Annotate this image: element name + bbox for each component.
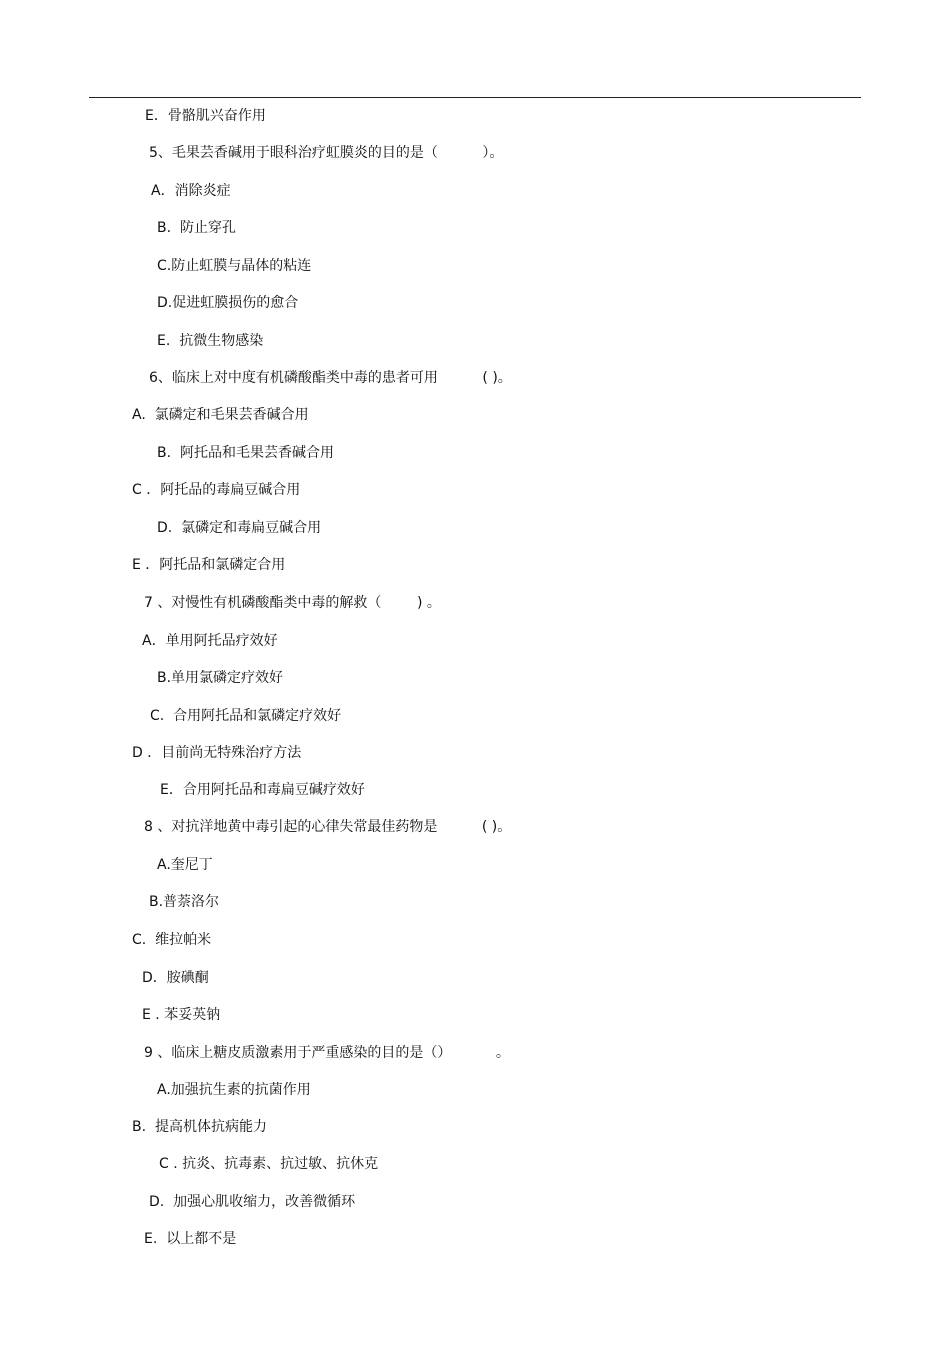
option-9c: C . 抗炎、抗毒素、抗过敏、抗休克 — [159, 1156, 379, 1172]
option-5c: C.防止虹膜与晶体的粘连 — [157, 258, 312, 274]
option-6e: E ．阿托品和氯磷定合用 — [132, 557, 286, 573]
option-5a: A．消除炎症 — [151, 183, 231, 199]
option-4e: E．骨骼肌兴奋作用 — [145, 108, 266, 124]
option-8d: D．胺碘酮 — [142, 970, 209, 986]
option-8e: E . 苯妥英钠 — [142, 1007, 221, 1023]
option-8a: A.奎尼丁 — [157, 857, 213, 873]
question-8: 8 、对抗洋地黄中毒引起的心律失常最佳药物是 ( )。 — [144, 819, 512, 835]
question-6: 6、临床上对中度有机磷酸酯类中毒的患者可用 ( )。 — [149, 370, 512, 386]
option-6b: B. 阿托品和毛果芸香碱合用 — [157, 445, 334, 461]
option-8b: B.普萘洛尔 — [149, 894, 220, 910]
option-9d: D. 加强心肌收缩力，改善微循环 — [149, 1194, 356, 1210]
question-9: 9 、临床上糖皮质激素用于严重感染的目的是（） 。 — [144, 1045, 510, 1061]
option-6d: D. 氯磷定和毒扁豆碱合用 — [157, 520, 322, 536]
header-rule — [89, 97, 861, 98]
option-5d: D.促进虹膜损伤的愈合 — [157, 295, 299, 311]
option-7b: B.单用氯磷定疗效好 — [157, 670, 284, 686]
option-9a: A.加强抗生素的抗菌作用 — [157, 1082, 311, 1098]
question-5: 5、毛果芸香碱用于眼科治疗虹膜炎的目的是（ ）。 — [149, 145, 504, 161]
option-6a: A. 氯磷定和毛果芸香碱合用 — [132, 407, 309, 423]
option-7a: A．单用阿托品疗效好 — [142, 633, 278, 649]
option-5b: B. 防止穿孔 — [157, 220, 236, 236]
option-7d: D ．目前尚无特殊治疗方法 — [132, 745, 302, 761]
option-7c: C. 合用阿托品和氯磷定疗效好 — [150, 708, 342, 724]
option-6c: C ．阿托品的毒扁豆碱合用 — [132, 482, 301, 498]
option-8c: C. 维拉帕米 — [132, 932, 212, 948]
option-7e: E．合用阿托品和毒扁豆碱疗效好 — [160, 782, 365, 798]
question-7: 7 、对慢性有机磷酸酯类中毒的解救（ ) 。 — [144, 595, 441, 611]
option-5e: E. 抗微生物感染 — [157, 333, 264, 349]
option-9e: E. 以上都不是 — [144, 1231, 237, 1247]
option-9b: B. 提高机体抗病能力 — [132, 1119, 267, 1135]
